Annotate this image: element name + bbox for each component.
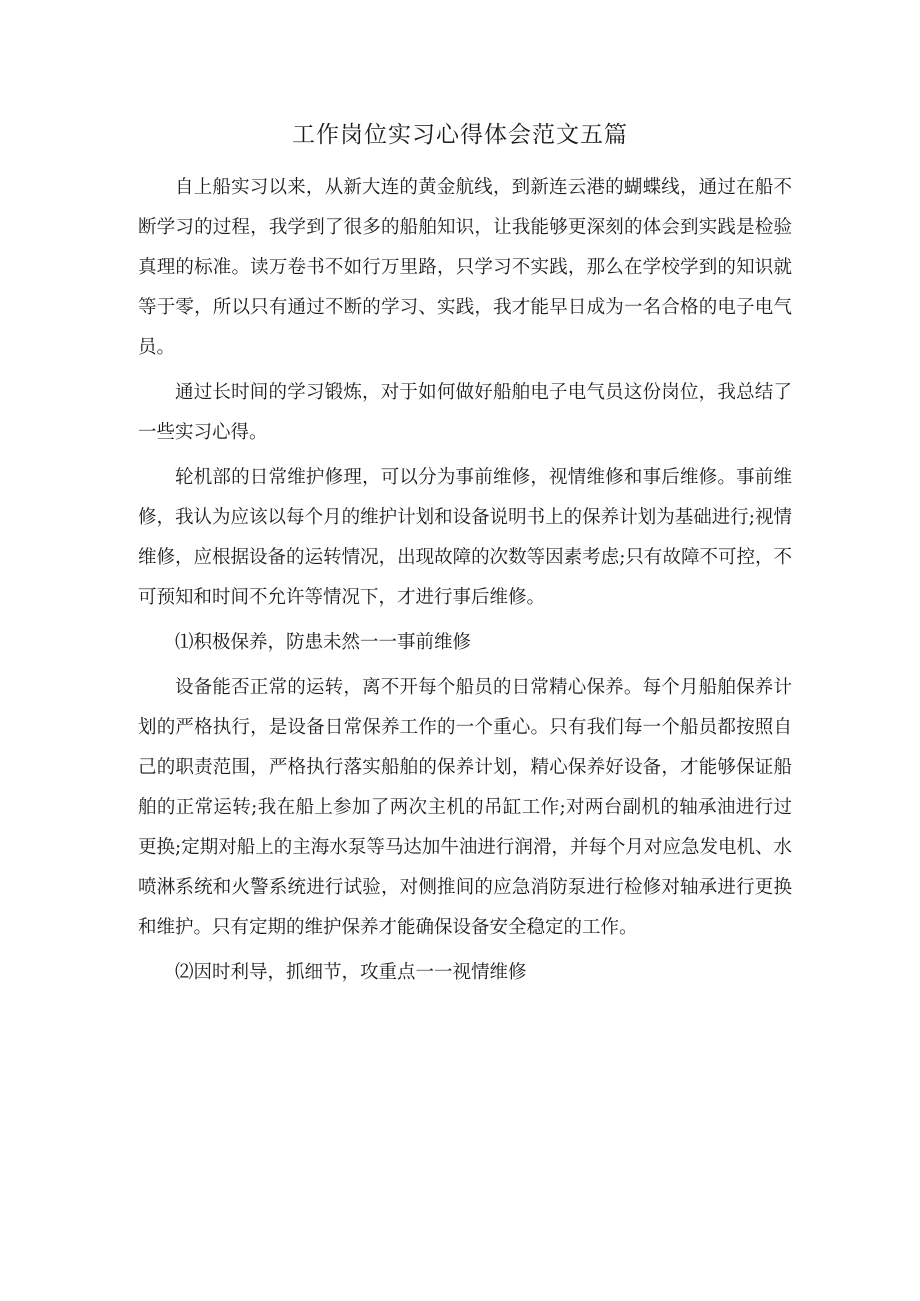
paragraph-maintenance-types: 轮机部的日常维护修理，可以分为事前维修，视情维修和事后维修。事前维修，我认为应该以每个月的维护计划和设备说明书上的保养计划为基础进行;视情维修，应根据设备的运转情况，出现故障的次数等因素考虑;只有故障不可控，不可预知和时间不允许等情况下，才进行事后维修。 — [138, 467, 792, 608]
paragraph-summary: 通过长时间的学习锻炼，对于如何做好船舶电子电气员这份岗位，我总结了一些实习心得。 — [138, 382, 792, 443]
section-heading-condition-based: ⑵因时利导，抓细节，攻重点一一视情维修 — [175, 962, 527, 983]
paragraph-intro: 自上船实习以来，从新大连的黄金航线，到新连云港的蝴蝶线，通过在船不断学习的过程，我学到了很多的船舶知识，让我能够更深刻的体会到实践是检验真理的标准。读万卷书不如行万里路，只学习不实践，那么在学校学到的知识就等于零，所以只有通过不断的学习、实践，我才能早日成为一名合格的电子电气员。 — [138, 177, 792, 358]
section-heading-preventive: ⑴积极保养，防患未然一一事前维修 — [175, 632, 472, 653]
paragraph-preventive-maintenance: 设备能否正常的运转，离不开每个船员的日常精心保养。每个月船舶保养计划的严格执行，是设备日常保养工作的一个重心。只有我们每一个船员都按照自己的职责范围，严格执行落实船舶的保养计划，精心保养好设备，才能够保证船舶的正常运转;我在船上参加了两次主机的吊缸工作;对两台副机的轴承油进行过更换;定期对船上的主海水泵等马达加牛油进行润滑，并每个月对应急发电机、水喷淋系统和火警系统进行试验，对侧推间的应急消防泵进行检修对轴承进行更换和维护。只有定期的维护保养才能确保设备安全稳定的工作。 — [138, 677, 792, 938]
document-body — [138, 168, 792, 998]
document-title: 工作岗位实习心得体会范文五篇 — [292, 122, 628, 148]
